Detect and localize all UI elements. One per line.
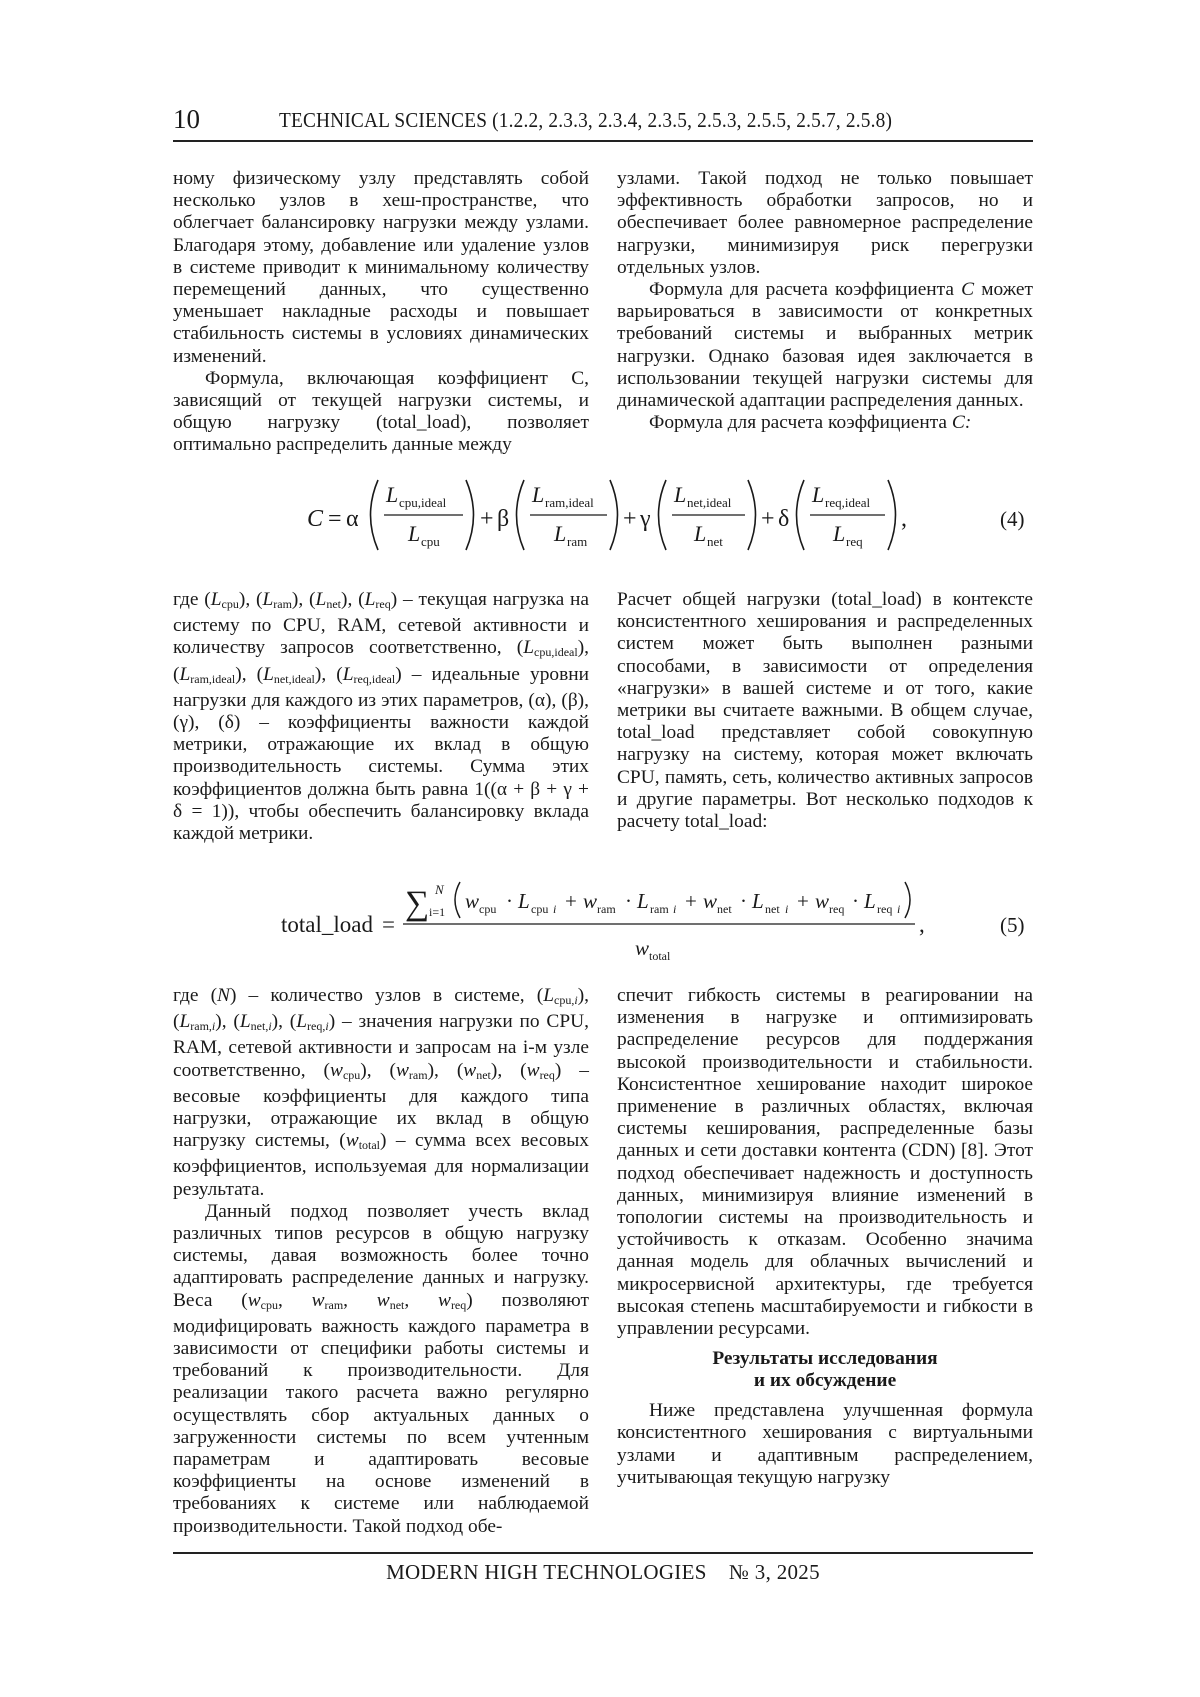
svg-text:cpu,ideal: cpu,ideal — [399, 495, 447, 510]
svg-text:net: net — [707, 534, 723, 549]
svg-text:,: , — [901, 506, 907, 532]
svg-text:i: i — [897, 902, 901, 916]
svg-text:+: + — [623, 506, 637, 532]
svg-text:·: · — [625, 889, 632, 913]
svg-text:total: total — [649, 949, 671, 963]
svg-text:+: + — [480, 506, 494, 532]
svg-text:·: · — [852, 889, 859, 913]
running-footer — [173, 1552, 1033, 1585]
svg-text:w: w — [703, 889, 718, 913]
formula-lhs: total_load — [281, 912, 373, 937]
paragraph: Формула для расчета коэффициента C может варьироваться в зависимости от конкретных требований системы и выбранных метрик нагрузки. Однако базовая идея заключается в использовании текущей нагрузки системы для динамической адаптации распределения данных. — [617, 279, 1033, 412]
paragraph: ному физическому узлу представлять собой несколько узлов в хеш-пространстве, что облегчает балансировку нагрузки между узлами. Благодаря этому, добавление или удаление узлов в системе приводит к минимальному количеству перемещений данных, что существенно уменьшает накладные расходы и повышает стабильность системы в условиях динамических изменений. — [173, 168, 589, 367]
svg-text:ram: ram — [567, 534, 588, 549]
formula-4 — [173, 470, 1033, 560]
svg-text:L: L — [386, 482, 399, 507]
svg-text:=: = — [382, 912, 395, 937]
section-heading: Результаты исследования и их обсуждение — [712, 1348, 938, 1392]
formula-term — [480, 480, 618, 550]
svg-text:L: L — [637, 889, 649, 913]
svg-text:w: w — [583, 889, 598, 913]
paragraph: Расчет общей нагрузки (total_load) в контексте консистентного хеширования и распределенных систем может быть выполнен разными способами, в зависимости от определения «нагрузки» в вашей системе и от того, какие метрики вы считаете важными. В общем случае, total_load представляет собой совокупную нагрузку на систему, которая может включать CPU, память, сеть, количество активных запросов и другие параметры. Вот несколько подходов к расчету total_load: — [617, 589, 1033, 833]
svg-text:L: L — [812, 482, 825, 507]
svg-text:β: β — [497, 506, 510, 532]
svg-text:net: net — [765, 902, 780, 916]
svg-text:+: + — [565, 889, 577, 913]
svg-text:L: L — [532, 482, 545, 507]
svg-text:ram,ideal: ram,ideal — [545, 495, 594, 510]
formula-5 — [173, 880, 1033, 970]
svg-text:γ: γ — [640, 506, 651, 532]
column-left — [173, 985, 589, 1538]
column-right — [617, 168, 1033, 457]
formula-4-svg — [173, 470, 1033, 560]
running-header — [173, 100, 1033, 142]
text-block-1 — [173, 168, 1033, 457]
equation-number: (4) — [1000, 507, 1025, 531]
svg-text:L: L — [554, 521, 567, 546]
symbol-c: C — [961, 279, 975, 301]
paragraph: Формула, включающая коэффициент C, зависящий от текущей нагрузки системы, и общую нагрузку (total_load), позволяет оптимально распределить данные между — [173, 367, 589, 456]
text-block-2 — [173, 589, 1033, 845]
svg-text:L: L — [864, 889, 876, 913]
svg-text:L: L — [408, 521, 421, 546]
svg-text:·: · — [506, 889, 513, 913]
svg-text:L: L — [518, 889, 530, 913]
journal-section: TECHNICAL SCIENCES (1.2.2, 2.3.3, 2.3.4, 2.3.5, 2.5.3, 2.5.5, 2.5.7, 2.5.8) — [279, 108, 893, 132]
svg-text:req,ideal: req,ideal — [825, 495, 871, 510]
page-number: 10 — [173, 104, 200, 134]
svg-text:i=1: i=1 — [429, 905, 446, 919]
column-right — [617, 589, 1033, 845]
svg-text:req: req — [829, 902, 845, 916]
svg-text:L: L — [752, 889, 764, 913]
svg-text:i: i — [673, 902, 677, 916]
svg-text:w: w — [635, 936, 650, 960]
svg-text:i: i — [553, 902, 557, 916]
svg-text:net,ideal: net,ideal — [687, 495, 732, 510]
svg-text:ram: ram — [597, 902, 616, 916]
svg-text:+: + — [797, 889, 809, 913]
symbol-c: C: — [951, 412, 972, 434]
svg-text:ram: ram — [650, 902, 669, 916]
svg-text:req: req — [877, 902, 893, 916]
paragraph: спечит гибкость системы в реагировании на изменения в нагрузке и оптимизировать распределение ресурсов для поддержания высокой производительности и стабильности. Консистентное хеширование находит широкое применение в различных областях, включая системы кеширования, распределенные базы данных и сети доставки контента (CDN) [8]. Этот подход обеспечивает надежность и доступность данных, минимизируя влияние изменений в топологии системы на производительность и устойчивость к отказам. Особенно значима данная модель для облачных вычислений и микросервисной архитектуры, где требуется высокая степень масштабируемости и гибкости в управлении ресурсами. — [617, 985, 1033, 1340]
svg-text:+: + — [685, 889, 697, 913]
svg-text:net: net — [717, 902, 732, 916]
footer-journal: MODERN HIGH TECHNOLOGIES № 3, 2025 — [386, 1560, 820, 1584]
svg-text:req: req — [846, 534, 863, 549]
equation-number: (5) — [1000, 913, 1025, 937]
svg-text:cpu: cpu — [421, 534, 440, 549]
paragraph: Формула для расчета коэффициента C: — [649, 412, 972, 434]
svg-text:L: L — [674, 482, 687, 507]
column-left — [173, 589, 589, 845]
svg-text:i: i — [785, 902, 789, 916]
text-block-3 — [173, 985, 1033, 1538]
sum-sign: ∑ — [405, 885, 430, 922]
svg-text:L: L — [694, 521, 707, 546]
formula-term — [623, 480, 756, 550]
svg-text:w: w — [465, 889, 480, 913]
svg-text:L: L — [833, 521, 846, 546]
svg-text:+: + — [761, 506, 775, 532]
paragraph: узлами. Такой подход не только повышает эффективность обработки запросов, но и обеспечивает более равномерное распределение нагрузки, минимизируя риск перегрузки отдельных узлов. — [617, 168, 1033, 278]
formula-term — [761, 480, 896, 550]
formula-eq: = — [328, 506, 342, 532]
column-right — [617, 985, 1033, 1538]
svg-text:cpu: cpu — [479, 902, 497, 916]
svg-text:·: · — [740, 889, 747, 913]
formula-lhs: C — [307, 506, 324, 532]
paragraph: где $(L_{cpu})$, $(L_{ram})$, $(L_{net})$, $(L_{req})$ – текущая нагрузка на систему по CPU, RAM, сетевой активности и количеству запросов соответственно, $(L_{cpu,ideal})$, $(L_{ram,ideal})$, $(L_{net,ideal})$, $(L_{req,ideal})$ – идеальные уровни нагрузки для каждого из этих параметров, (α), (β), (γ), (δ) – коэффициенты важности каждой метрики, отражающие их вклад в общую производительность системы. Сумма этих коэффициентов должна быть равна 1((α + β + γ + δ = 1)), чтобы обеспечить балансировку вклада каждой метрики. — [173, 589, 589, 845]
svg-text:α: α — [346, 506, 359, 532]
svg-text:,: , — [919, 912, 925, 937]
svg-text:N: N — [435, 882, 444, 897]
paragraph: где (N) – количество узлов в системе, $(L_{cpu,i})$, $(L_{ram,i})$, $(L_{net,i})$, $(L_{req,i})$ – значения нагрузки по CPU, RAM, сетевой активности и запросам на i-м узле соответственно, $(w_{cpu})$, $(w_{ram})$, $(w_{net})$, $(w_{req})$ – весовые коэффициенты для каждого типа нагрузки, отражающие их вклад в общую нагрузку системы, $(w_{total})$ – сумма всех весовых коэффициентов, используемая для нормализации результата. — [173, 985, 590, 1200]
svg-text:w: w — [815, 889, 830, 913]
svg-text:δ: δ — [778, 506, 790, 532]
formula-term — [346, 480, 474, 550]
paragraph: Ниже представлена улучшенная формула консистентного хеширования с виртуальными узлами и адаптивным распределением, учитывающая текущую нагрузку — [617, 1400, 1033, 1488]
column-left — [173, 168, 589, 457]
paragraph: Данный подход позволяет учесть вклад различных типов ресурсов в общую нагрузку системы, давая возможность более точно адаптировать распределение данных и нагрузку. Веса ($w_{cpu}$, $w_{ram}$, $w_{net}$, $w_{req}$) позволяют модифицировать важность каждого параметра в зависимости от специфики работы системы и требований к производительности. Для реализации такого расчета важно регулярно осуществлять сбор актуальных данных о загруженности системы по всем учтенным параметрам и адаптировать весовые коэффициенты на основе изменений в требованиях к системе или наблюдаемой производительности. Такой подход обе- — [173, 1200, 589, 1537]
formula-5-svg — [173, 880, 1033, 970]
svg-text:cpu: cpu — [531, 902, 549, 916]
